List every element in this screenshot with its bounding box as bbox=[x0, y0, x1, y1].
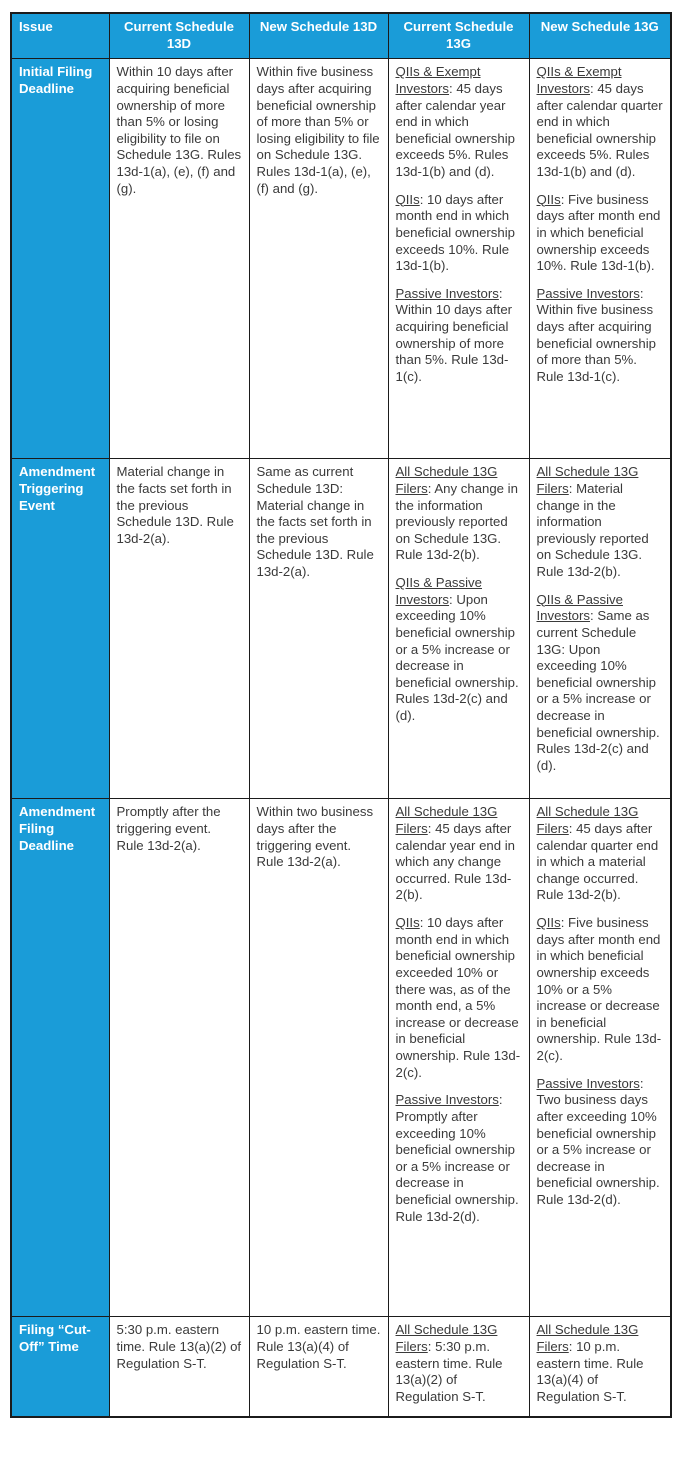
underlined-lead: QIIs bbox=[395, 915, 420, 930]
column-header-4: New Schedule 13G bbox=[529, 13, 671, 59]
cell-paragraph: 10 p.m. eastern time. Rule 13(a)(4) of Regulation S-T. bbox=[256, 1322, 381, 1371]
filing-deadlines-table bbox=[10, 12, 672, 1418]
table-body bbox=[11, 59, 671, 1417]
underlined-lead: QIIs & Passive Investors bbox=[536, 591, 623, 624]
cell-paragraph: 5:30 p.m. eastern time. Rule 13(a)(2) of Regulation S-T. bbox=[116, 1322, 242, 1371]
cell-paragraph: QIIs & Exempt Investors: 45 days after calendar year end in which beneficial ownership exceeds 5%. Rules 13d-1(b) and (d). bbox=[395, 64, 515, 179]
table-cell bbox=[109, 1317, 249, 1417]
cell-paragraph: All Schedule 13G Filers: 5:30 p.m. eastern time. Rule 13(a)(2) of Regulation S-T. bbox=[395, 1322, 503, 1404]
table-header bbox=[11, 13, 671, 59]
underlined-lead: QIIs & Exempt Investors bbox=[395, 64, 481, 96]
cell-paragraph: All Schedule 13G Filers: 45 days after calendar year end in which any change occurred. Rule 13d-2(b). bbox=[395, 804, 515, 903]
cell-paragraph: All Schedule 13G Filers: Any change in the information previously reported on Schedule 13G. Rule 13d-2(b). bbox=[395, 464, 518, 563]
underlined-lead: QIIs & Exempt Investors bbox=[536, 64, 622, 96]
underlined-lead: All Schedule 13G Filers bbox=[536, 804, 639, 836]
table-row bbox=[11, 59, 671, 459]
cell-paragraph: QIIs: Five business days after month end in which beneficial ownership exceeds 10% or a 5% increase or decrease in beneficial ownership. Rule 13d-2(c). bbox=[536, 915, 662, 1063]
cell-paragraph: Material change in the facts set forth in the previous Schedule 13D. Rule 13d-2(a). bbox=[116, 464, 234, 546]
underlined-lead: Passive Investors bbox=[536, 1075, 640, 1091]
table-cell bbox=[388, 799, 529, 1317]
underlined-lead: All Schedule 13G Filers bbox=[536, 1322, 639, 1354]
underlined-lead: All Schedule 13G Filers bbox=[395, 1322, 498, 1354]
table-cell bbox=[388, 59, 529, 459]
table-cell bbox=[529, 1317, 671, 1417]
underlined-lead: Passive Investors bbox=[395, 1092, 499, 1108]
row-issue-label: Initial Filing Deadline bbox=[11, 59, 109, 459]
underlined-lead: All Schedule 13G Filers bbox=[395, 804, 498, 836]
row-issue-label: Amendment Filing Deadline bbox=[11, 799, 109, 1317]
cell-paragraph: Passive Investors: Within five business days after acquiring beneficial ownership of more than 5%. Rule 13d-1(c). bbox=[536, 285, 656, 384]
row-issue-label: Filing “Cut-Off” Time bbox=[11, 1317, 109, 1417]
cell-paragraph: Within two business days after the triggering event. Rule 13d-2(a). bbox=[256, 804, 374, 870]
cell-paragraph: QIIs: 10 days after month end in which beneficial ownership exceeds 10%. Rule 13d-1(b). bbox=[395, 191, 515, 274]
underlined-lead: QIIs bbox=[536, 915, 561, 930]
underlined-lead: Passive Investors bbox=[395, 285, 499, 301]
table-row bbox=[11, 799, 671, 1317]
table-cell bbox=[529, 799, 671, 1317]
table-cell bbox=[388, 459, 529, 799]
cell-paragraph: QIIs & Exempt Investors: 45 days after calendar quarter end in which beneficial ownership exceeds 5%. Rules 13d-1(b) and (d). bbox=[536, 64, 663, 179]
column-header-2: New Schedule 13D bbox=[249, 13, 388, 59]
table-cell bbox=[249, 459, 388, 799]
table-cell bbox=[249, 1317, 388, 1417]
underlined-lead: Passive Investors bbox=[536, 285, 640, 301]
cell-paragraph: QIIs: 10 days after month end in which beneficial ownership exceeded 10% or there was, as of the month end, a 5% increase or decrease in beneficial ownership. Rule 13d-2(c). bbox=[395, 915, 521, 1080]
table-header-row bbox=[11, 13, 671, 59]
table-cell bbox=[109, 59, 249, 459]
cell-paragraph: Within five business days after acquiring beneficial ownership of more than 5% or losing eligibility to file on Schedule 13G. Rules 13d-1(a), (e), (f) and (g). bbox=[256, 64, 380, 196]
table-row bbox=[11, 459, 671, 799]
underlined-lead: QIIs bbox=[395, 191, 420, 207]
table-cell bbox=[109, 459, 249, 799]
cell-paragraph: QIIs: Five business days after month end in which beneficial ownership exceeds 10%. Rule 13d-1(b). bbox=[536, 191, 661, 274]
cell-paragraph: Passive Investors: Two business days after exceeding 10% beneficial ownership or a 5% increase or decrease in beneficial ownership. Rule 13d-2(d). bbox=[536, 1075, 660, 1207]
cell-paragraph: All Schedule 13G Filers: Material change in the information previously reported on Schedule 13G. Rule 13d-2(b). bbox=[536, 464, 649, 579]
row-issue-label: Amendment Triggering Event bbox=[11, 459, 109, 799]
table-cell bbox=[529, 459, 671, 799]
table-row bbox=[11, 1317, 671, 1417]
cell-paragraph: QIIs & Passive Investors: Upon exceeding 10% beneficial ownership or a 5% increase or decrease in beneficial ownership. Rules 13d-2(c) and (d). bbox=[395, 575, 519, 723]
table-cell bbox=[249, 799, 388, 1317]
underlined-lead: All Schedule 13G Filers bbox=[536, 464, 639, 496]
table-cell bbox=[109, 799, 249, 1317]
cell-paragraph: All Schedule 13G Filers: 45 days after calendar quarter end in which a material change occurred. Rule 13d-2(b). bbox=[536, 804, 659, 903]
underlined-lead: QIIs & Passive Investors bbox=[395, 575, 482, 607]
cell-paragraph: Passive Investors: Promptly after exceeding 10% beneficial ownership or a 5% increase or decrease in beneficial ownership. Rule 13d-2(d). bbox=[395, 1092, 519, 1224]
underlined-lead: QIIs bbox=[536, 191, 561, 207]
table-cell bbox=[249, 59, 388, 459]
column-header-3: Current Schedule 13G bbox=[388, 13, 529, 59]
column-header-issue: Issue bbox=[11, 13, 109, 59]
table-cell bbox=[529, 59, 671, 459]
cell-paragraph: Same as current Schedule 13D: Material change in the facts set forth in the previous Schedule 13D. Rule 13d-2(a). bbox=[256, 464, 374, 579]
table-cell bbox=[388, 1317, 529, 1417]
cell-paragraph: QIIs & Passive Investors: Same as current Schedule 13G: Upon exceeding 10% beneficial ownership or a 5% increase or decrease in beneficial ownership. Rules 13d-2(c) and (d). bbox=[536, 591, 660, 773]
cell-paragraph: Promptly after the triggering event. Rule 13d-2(a). bbox=[116, 804, 221, 853]
underlined-lead: All Schedule 13G Filers bbox=[395, 464, 498, 496]
cell-paragraph: All Schedule 13G Filers: 10 p.m. eastern time. Rule 13(a)(4) of Regulation S-T. bbox=[536, 1322, 644, 1404]
cell-paragraph: Passive Investors: Within 10 days after acquiring beneficial ownership of more than 5%. Rule 13d-1(c). bbox=[395, 285, 513, 384]
cell-paragraph: Within 10 days after acquiring beneficial ownership of more than 5% or losing eligibility to file on Schedule 13G. Rules 13d-1(a), (e), (f) and (g). bbox=[116, 64, 242, 196]
column-header-1: Current Schedule 13D bbox=[109, 13, 249, 59]
